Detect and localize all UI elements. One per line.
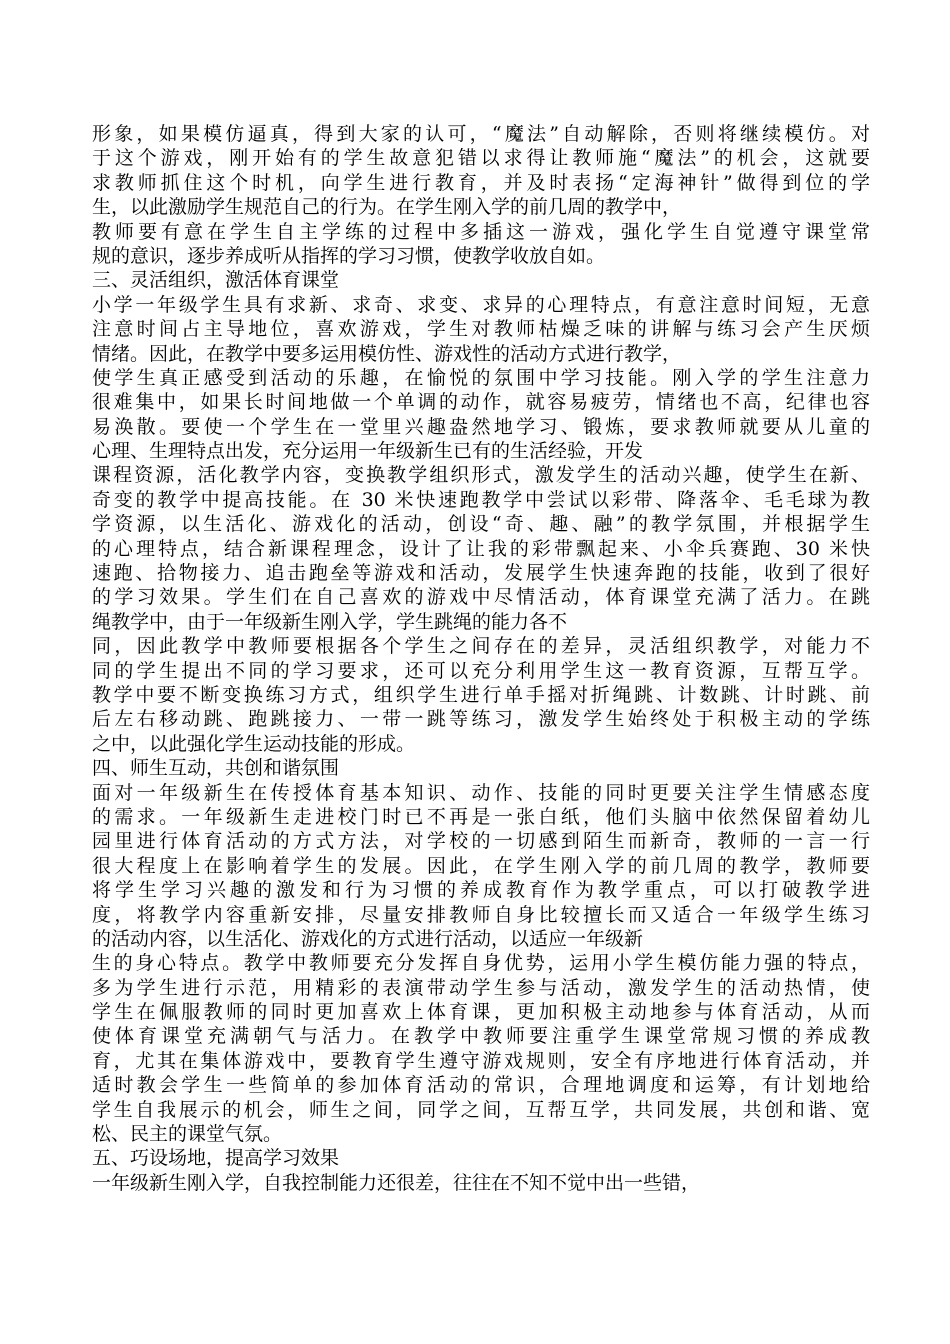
text-line: 情绪。因此，在教学中要多运用模仿性、游戏性的活动方式进行教学， [92,342,682,365]
text-line: 适时教会学生一些简单的参加体育活动的常识，合理地调度和运筹，有计划地给 [92,1074,870,1097]
text-line: 面对一年级新生在传授体育基本知识、动作、技能的同时更要关注学生情感态度 [92,781,870,804]
text-line: 求教师抓住这个时机，向学生进行教育，并及时表扬“定海神针”做得到位的学 [92,171,870,194]
text-line: 同，因此教学中教师要根据各个学生之间存在的差异，灵活组织教学，对能力不 [92,635,870,658]
document-body [92,122,870,1195]
text-line: 的活动内容，以生活化、游戏化的方式进行活动，以适应一年级新 [92,927,644,950]
text-line: 小学一年级学生具有求新、求奇、求变、求异的心理特点，有意注意时间短，无意 [92,293,870,316]
text-line: 之中，以此强化学生运动技能的形成。 [92,732,416,755]
text-line: 速跑、拾物接力、追击跑垒等游戏和活动，发展学生快速奔跑的技能，收到了很好 [92,562,870,585]
text-line: 生的身心特点。教学中教师要充分发挥自身优势，运用小学生模仿能力强的特点， [92,952,870,975]
text-line: 松、民主的课堂气氛。 [92,1123,283,1146]
text-line: 育，尤其在集体游戏中，要教育学生遵守游戏规则，安全有序地进行体育活动，并 [92,1049,870,1072]
text-line: 很大程度上在影响着学生的发展。因此，在学生刚入学的前几周的教学，教师要 [92,854,870,877]
text-line: 的学习效果。学生们在自己喜欢的游戏中尽情活动，体育课堂充满了活力。在跳 [92,586,870,609]
text-line: 教学中要不断变换练习方式，组织学生进行单手摇对折绳跳、计数跳、计时跳、前 [92,683,870,706]
text-line: 多为学生进行示范，用精彩的表演带动学生参与活动，激发学生的活动热情，使 [92,976,870,999]
section-heading: 五、巧设场地，提高学习效果 [92,1147,340,1170]
text-line: 一年级新生刚入学，自我控制能力还很差，往往在不知不觉中出一些错， [92,1171,701,1194]
text-line: 生，以此激励学生规范自己的行为。在学生刚入学的前几周的教学中， [92,196,682,219]
text-line: 同的学生提出不同的学习要求，还可以充分利用学生这一教育资源，互帮互学。 [92,659,870,682]
text-line: 使体育课堂充满朝气与活力。在教学中教师要注重学生课堂常规习惯的养成教 [92,1025,870,1048]
text-line: 将学生学习兴趣的激发和行为习惯的养成教育作为教学重点，可以打破教学进 [92,879,870,902]
section-heading: 四、师生互动，共创和谐氛围 [92,757,340,780]
text-line: 易涣散。要使一个学生在一堂里兴趣盎然地学习、锻炼，要求教师就要从儿童的 [92,415,870,438]
text-line: 心理、生理特点出发，充分运用一年级新生已有的生活经验，开发 [92,440,644,463]
text-line: 的需求。一年级新生走进校门时已不再是一张白纸，他们头脑中依然保留着幼儿 [92,805,870,828]
text-line: 绳教学中，由于一年级新生刚入学，学生跳绳的能力各不 [92,610,568,633]
text-line: 奇变的教学中提高技能。在 30 米快速跑教学中尝试以彩带、降落伞、毛毛球为教 [92,488,870,511]
text-line: 园里进行体育活动的方式方法，对学校的一切感到陌生而新奇，教师的一言一行 [92,830,870,853]
text-line: 教师要有意在学生自主学练的过程中多插这一游戏，强化学生自觉遵守课堂常 [92,220,870,243]
text-line: 课程资源，活化教学内容，变换教学组织形式，激发学生的活动兴趣，使学生在新、 [92,464,870,487]
text-line: 的心理特点，结合新课程理念，设计了让我的彩带飘起来、小伞兵赛跑、30 米快 [92,537,870,560]
text-line: 形象，如果模仿逼真，得到大家的认可，“魔法”自动解除，否则将继续模仿。对 [92,123,870,145]
text-line: 使学生真正感受到活动的乐趣，在愉悦的氛围中学习技能。刚入学的学生注意力 [92,366,870,389]
text-line: 学生自我展示的机会，师生之间，同学之间，互帮互学，共同发展，共创和谐、宽 [92,1098,870,1121]
text-line: 很难集中，如果长时间地做一个单调的动作，就容易疲劳，情绪也不高，纪律也容 [92,391,870,414]
text-line: 度，将教学内容重新安排，尽量安排教师自身比较擅长而又适合一年级学生练习 [92,903,870,926]
text-line: 注意时间占主导地位，喜欢游戏，学生对教师枯燥乏味的讲解与练习会产生厌烦 [92,318,870,341]
text-line: 于这个游戏，刚开始有的学生故意犯错以求得让教师施“魔法”的机会，这就要 [92,147,870,170]
text-line: 后左右移动跳、跑跳接力、一带一跳等练习，激发学生始终处于积极主动的学练 [92,708,870,731]
text-line: 规的意识，逐步养成听从指挥的学习习惯，使教学收放自如。 [92,244,606,267]
text-line: 学资源，以生活化、游戏化的活动，创设“奇、趣、融”的教学氛围，并根据学生 [92,513,870,536]
section-heading: 三、灵活组织，激活体育课堂 [92,269,340,292]
text-line: 学生在佩服教师的同时更加喜欢上体育课，更加积极主动地参与体育活动，从而 [92,1001,870,1024]
